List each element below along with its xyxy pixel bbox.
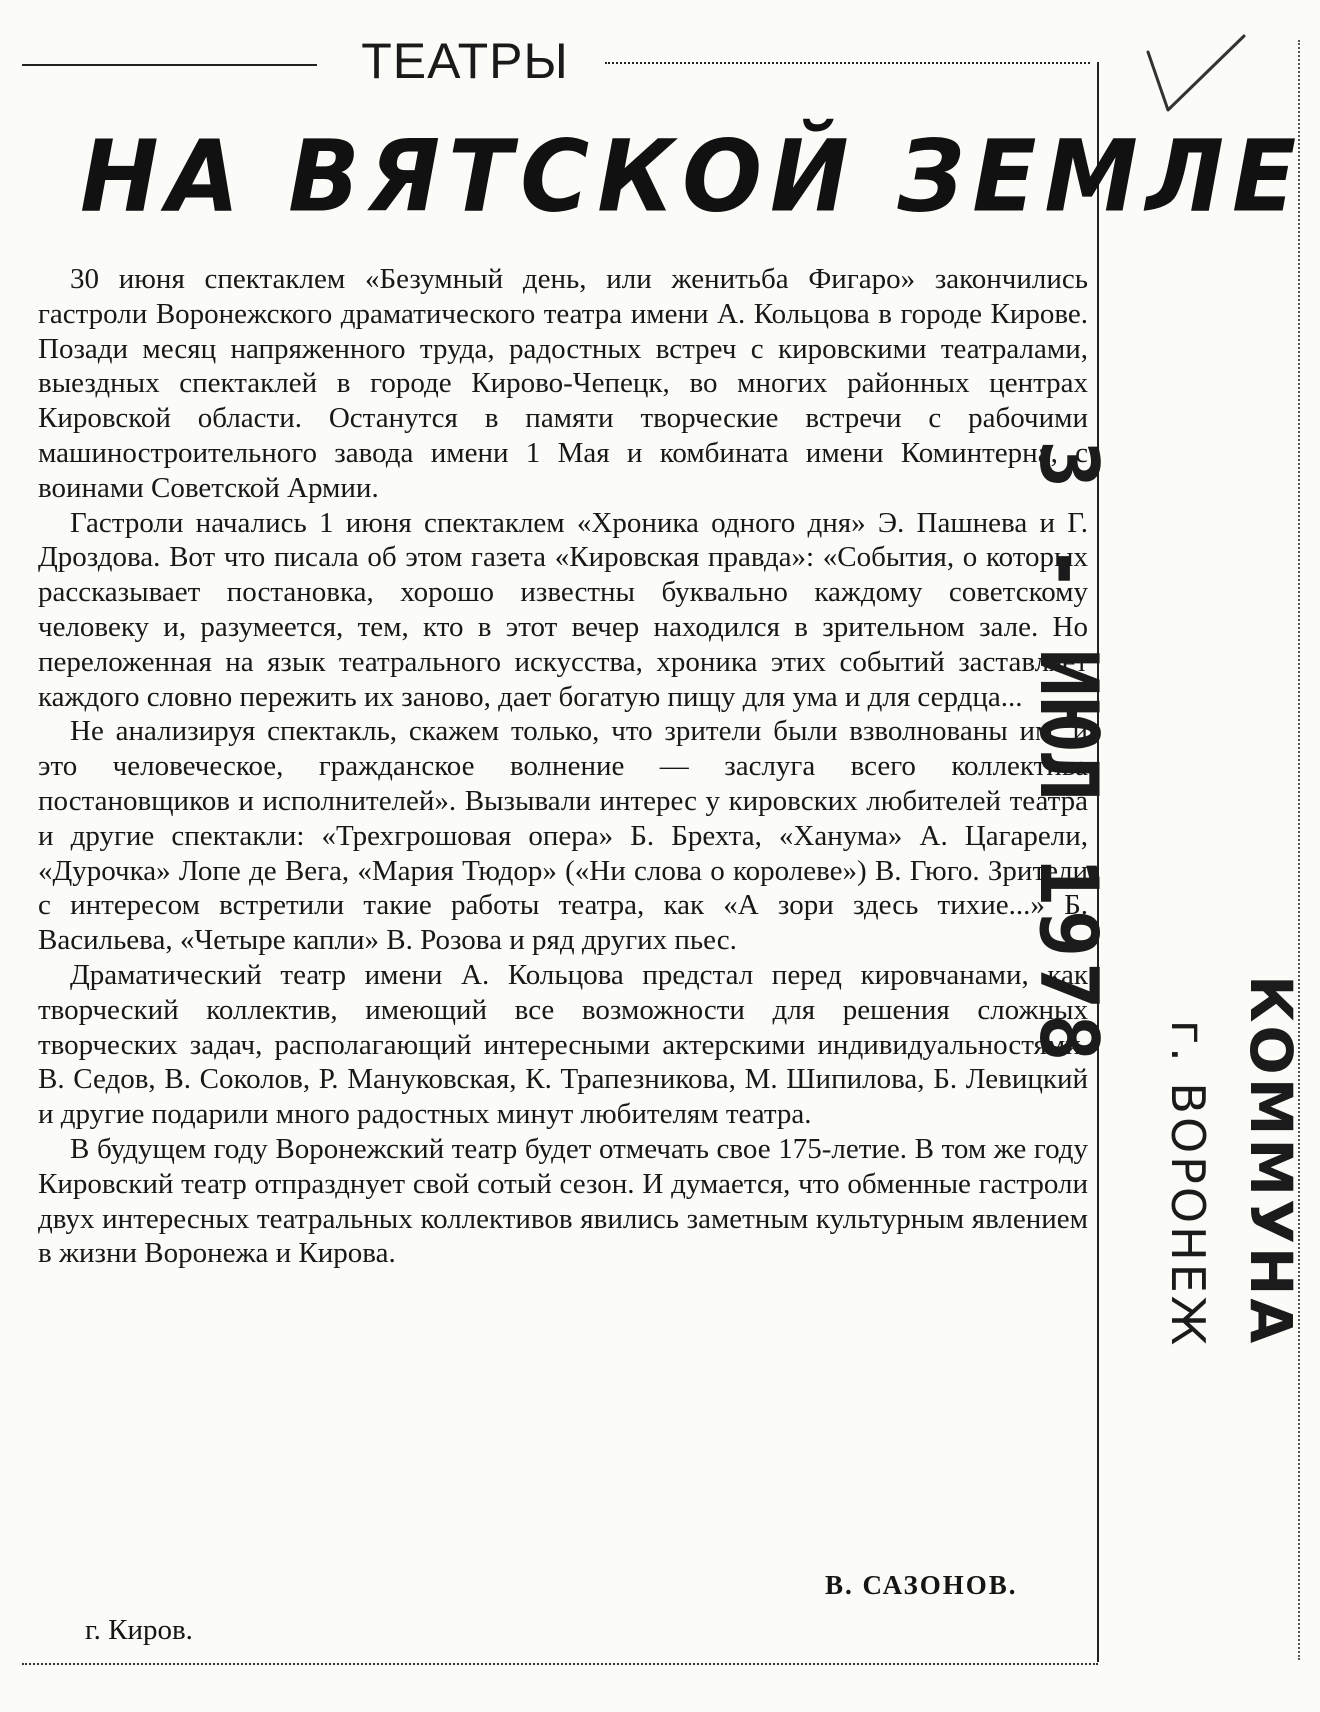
- stamp-newspaper-name: КОММУНА: [1237, 975, 1305, 1347]
- article-paragraph: Драматический театр имени А. Кольцова предстал перед кировчанами, как творческий коллектив, имеющий все возможности для решения сложных творческих задач, располагающий интересными актерскими индивидуальностями. В. Седов, В. Соколов, Р. Мануковская, К. Трапезникова, М. Шипилова, Б. Левицкий и другие подарили много радостных минут любителям театра.: [38, 958, 1088, 1131]
- check-mark-icon: [1140, 30, 1250, 120]
- author-byline: В. САЗОНОВ.: [825, 1570, 1018, 1600]
- top-rule-left: [22, 64, 317, 66]
- article-paragraph: Не анализируя спектакль, скажем только, что зрители были взволнованы им, и это человеческое, гражданское волнение — заслуга всего коллектива постановщиков и исполнителей». Вызывали интерес у кировских любителей театра и другие спектакли: «Трехгрошовая опера» Б. Брехта, «Ханума» А. Цагарели, «Дурочка» Лопе де Вега, «Мария Тюдор» («Ни слова о королеве») В. Гюго. Зрители с интересом встретили такие работы театра, как «А зори здесь тихие...» Б. Васильева, «Четыре капли» В. Розова и ряд других пьес.: [38, 715, 1088, 957]
- article-paragraph: Гастроли начались 1 июня спектаклем «Хроника одного дня» Э. Пашнева и Г. Дроздова. Вот что писала об этом газета «Кировская правда»: «События, о которых рассказывает постановка, хорошо известны буквально каждому советскому человеку и, разумеется, тем, кто в этот вечер находился в зрительном зале. Но переложенная на язык театрального искусства, хроника этих событий заставляет каждого словно пережить их заново, дает богатую пищу для ума и для сердца...: [38, 506, 1088, 713]
- section-rubric: ТЕАТРЫ: [361, 33, 569, 89]
- article-paragraph: 30 июня спектаклем «Безумный день, или женитьба Фигаро» закончились гастроли Воронежского драматического театра имени А. Кольцова в городе Кирове. Позади месяц напряженного труда, радостных встреч с кировскими театралами, выездных спектаклей в городе Кирово-Чепецк, во многих районных центрах Кировской области. Останутся в памяти творческие встречи с рабочими машиностроительного завода имени 1 Мая и комбината имени Коминтерна, с воинами Советской Армии.: [38, 263, 1088, 504]
- top-rule-right: [605, 62, 1090, 64]
- stamp-date: 3 - ИЮЛ 1978: [1022, 440, 1115, 1066]
- article-headline: НА ВЯТСКОЙ ЗЕМЛЕ: [80, 120, 1305, 235]
- bottom-rule: [22, 1663, 1098, 1665]
- page-edge-rule: [1298, 40, 1300, 1660]
- dateline: г. Киров.: [85, 1614, 193, 1646]
- stamp-city: г. ВОРОНЕЖ: [1161, 1020, 1215, 1349]
- article-paragraph: В будущем году Воронежский театр будет отмечать свое 175-летие. В том же году Кировский театр отпразднует свой сотый сезон. И думается, что обменные гастроли двух интересных театральных коллективов явились заметным культурным явлением в жизни Воронежа и Кирова.: [38, 1132, 1088, 1270]
- article-body: [38, 262, 1088, 1271]
